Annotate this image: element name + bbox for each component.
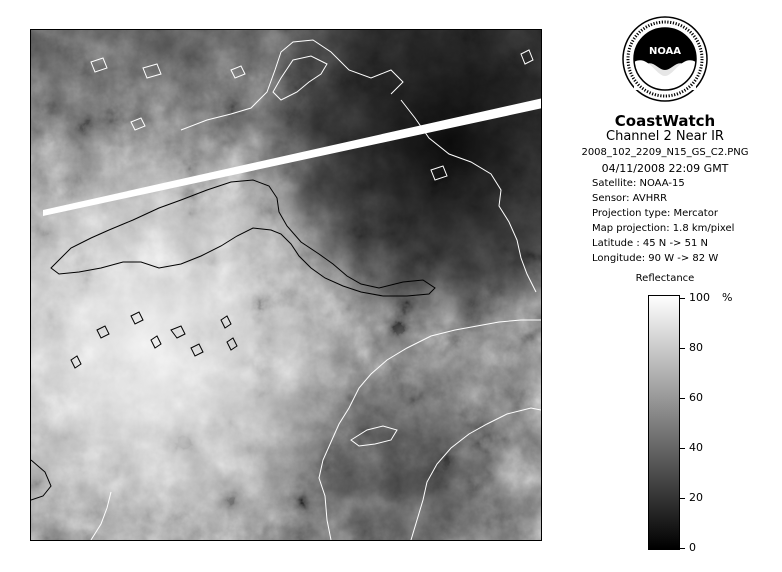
channel-label: Channel 2 Near IR [606,129,724,144]
colorbar-tick-label: 20 [689,491,703,504]
map-projection-info: Map projection: 1.8 km/pixel [592,223,735,234]
svg-text:NOAA: NOAA [648,46,682,57]
colorbar-tick-label: 0 [689,541,696,554]
reflectance-colorbar [648,295,680,550]
legend-panel [548,0,782,572]
longitude-info: Longitude: 90 W -> 82 W [592,253,719,264]
colorbar-tick-label: 100 [689,291,710,304]
sensor-info: Sensor: AVHRR [592,193,668,204]
colorbar-tick [679,398,685,399]
satellite-info: Satellite: NOAA-15 [592,178,685,189]
colorbar-tick-label: 60 [689,391,703,404]
satellite-image-panel [30,29,542,541]
colorbar-tick [679,348,685,349]
colorbar-tick [679,448,685,449]
colorbar-tick [679,548,685,549]
product-title: CoastWatch [614,112,716,130]
colorbar-tick [679,498,685,499]
colorbar-tick-label: 80 [689,341,703,354]
legend-title: Reflectance [635,273,695,284]
colorbar-tick-label: 40 [689,441,703,454]
latitude-info: Latitude : 45 N -> 51 N [592,238,708,249]
satellite-image [31,30,541,540]
colorbar-tick [679,298,685,299]
top-shade [31,30,541,540]
filename-label: 2008_102_2209_N15_GS_C2.PNG [581,147,749,158]
datetime-label: 04/11/2008 22:09 GMT [601,162,729,175]
projection-type-info: Projection type: Mercator [592,208,718,219]
noaa-logo-icon [622,16,708,102]
legend-unit: % [722,291,733,304]
